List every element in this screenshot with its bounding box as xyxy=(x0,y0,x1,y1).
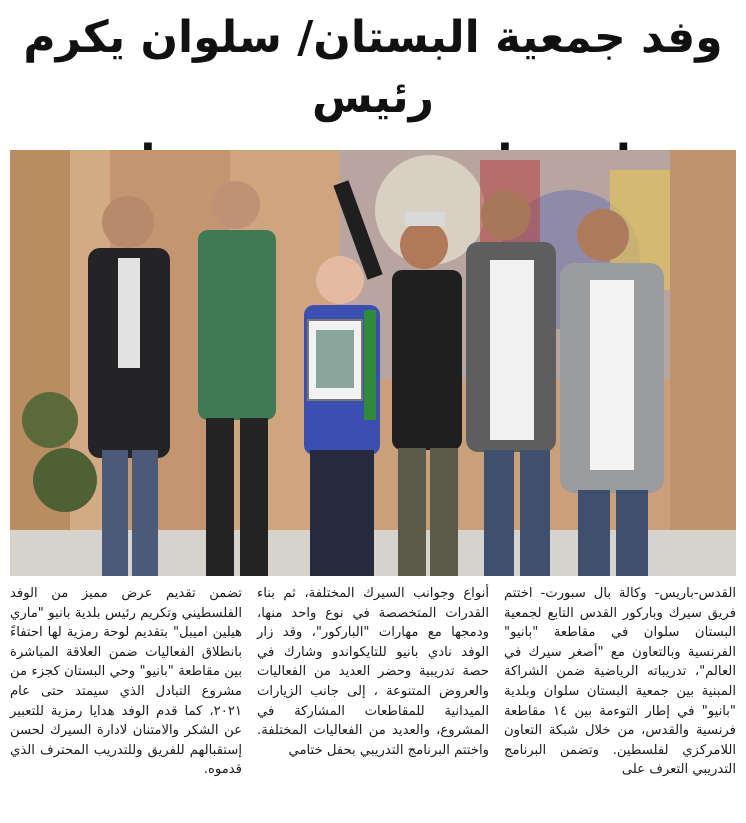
group-photo xyxy=(10,150,736,576)
article-column-3 xyxy=(10,584,242,816)
article-paragraph: أنواع وجوانب السيرك المختلفة، ثم بناء القدرات المتخصصة في نوع واحد منها، ودمجها مع مهارات "الباركور"، وقد زار الوفد نادي بانيو للتايكواندو وشارك في حصة تدريبية وحضر العديد من الفعاليات والعروض المتنوعة ، إلى جانب الزيارات الميدانية للمقاطعات المشاركة في المشروع، والعديد من الفعاليات المختلفة. واختتم البرنامج التدريبي بحفل ختامي xyxy=(257,586,489,758)
article-paragraph: تضمن تقديم عرض مميز من الوفد الفلسطيني وتكريم رئيس بلدية بانيو "ماري هيلين اميبل" بتقديم لوحة رمزية لها احتفاءً بانطلاق الفعاليات ضمن العلاقة المباشرة بين مقاطعة "بانيو" وحي البستان كجزء من مشروع التبادل الذي سيمتد حتى عام ٢٠٢١، كما قدم الوفد هدايا رمزية للتعبير عن الشكر والامتنان لادارة السيرك لحسن إستقبالهم للفريق وللتدريب المحترف الذي قدموه. xyxy=(10,586,242,778)
headline-line-1: وفد جمعية البستان/ سلوان يكرم رئيس xyxy=(23,12,723,123)
article-paragraph: القدس-باريس- وكالة بال سبورت- اختتم فريق سيرك وباركور القدس التابع لجمعية البستان سلوان في مقاطعة "بانيو" الفرنسية وبالتعاون مع "أصغر سيرك في العالم"، تدريباته الرياضية ضمن الشراكة المبنية بين جمعية البستان سلوان وبلدية "بانيو" في إطار التوءمة بين ١٤ مقاطعة فرنسية والقدس، من خلال شبكة التعاون اللامركزي لفلسطين. وتضمن البرنامج التدريبي التعرف على xyxy=(504,586,736,778)
article-column-2 xyxy=(257,584,489,816)
article-columns xyxy=(10,584,736,816)
article-column-1 xyxy=(504,584,736,816)
